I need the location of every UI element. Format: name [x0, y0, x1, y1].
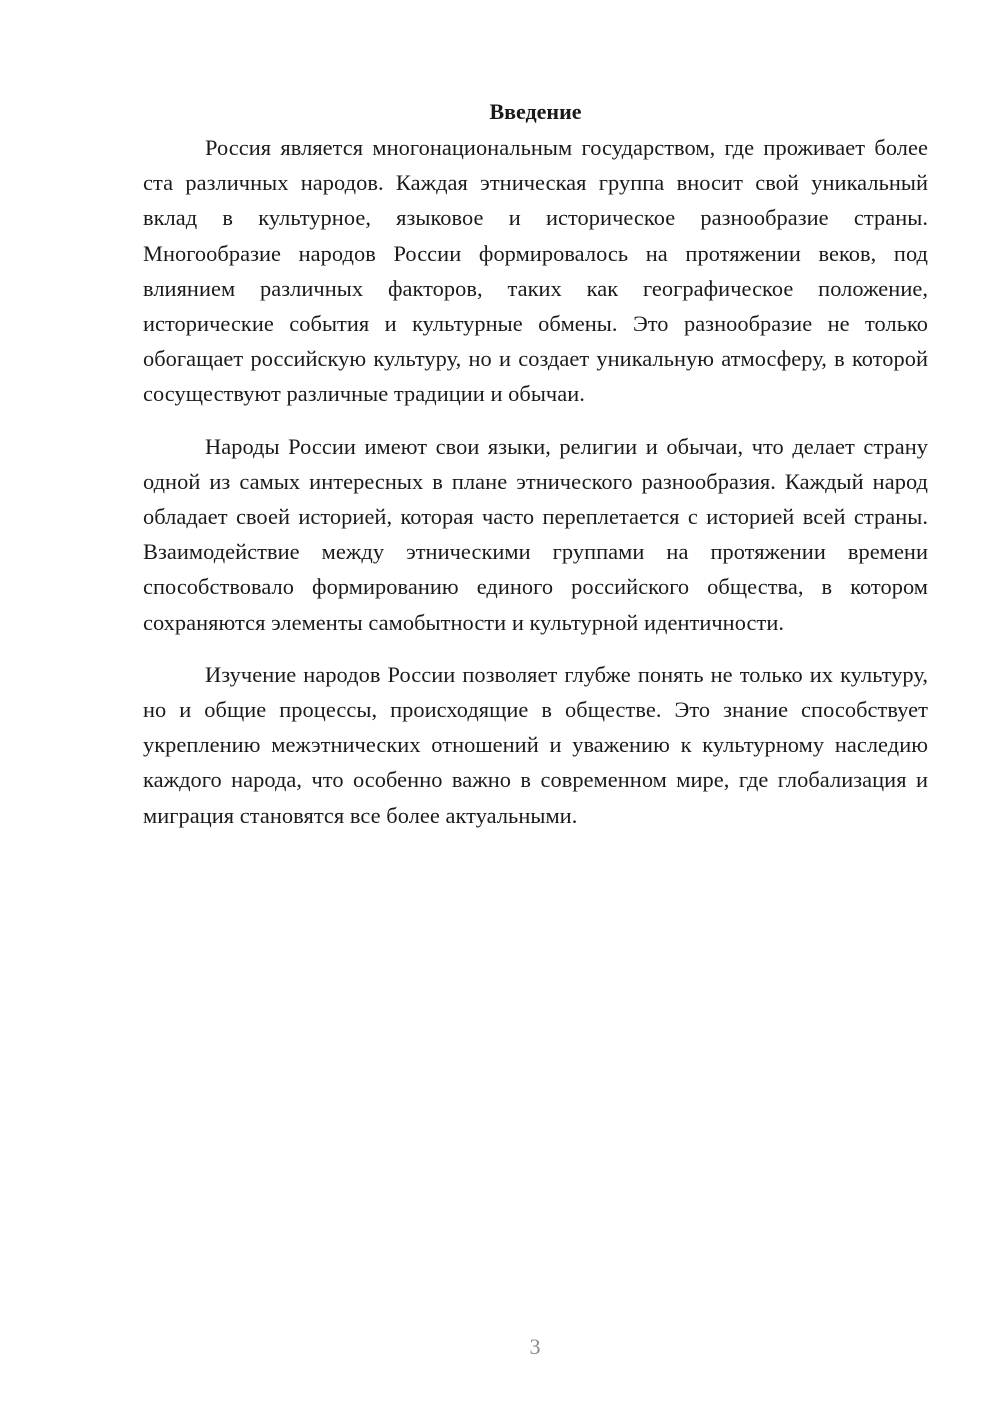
section-heading: Введение	[489, 99, 582, 124]
page-number: 3	[529, 1334, 541, 1359]
page-content	[143, 96, 928, 850]
paragraph-1: Россия является многонациональным государством, где проживает более ста различных народов. Каждая этническая группа вносит свой уникальный вклад в культурное, языковое и историческое разнообразие страны. Многообразие народов России формировалось на протяжении веков, под влиянием различных факторов, таких как географическое положение, исторические события и культурные обмены. Это разнообразие не только обогащает российскую культуру, но и создает уникальную атмосферу, в которой сосуществуют различные традиции и обычаи.	[143, 135, 928, 407]
paragraph-2: Народы России имеют свои языки, религии и обычаи, что делает страну одной из самых интересных в плане этнического разнообразия. Каждый народ обладает своей историей, которая часто переплетается с историей всей страны. Взаимодействие между этническими группами на протяжении времени способствовало формированию единого российского общества, в котором сохраняются элементы самобытности и культурной идентичности.	[143, 433, 928, 635]
paragraph-3: Изучение народов России позволяет глубже понять не только их культуру, но и общие процессы, происходящие в обществе. Это знание способствует укреплению межэтнических отношений и уважению к культурному наследию каждого народа, что особенно важно в современном мире, где глобализация и миграция становятся все более актуальными.	[143, 661, 928, 828]
